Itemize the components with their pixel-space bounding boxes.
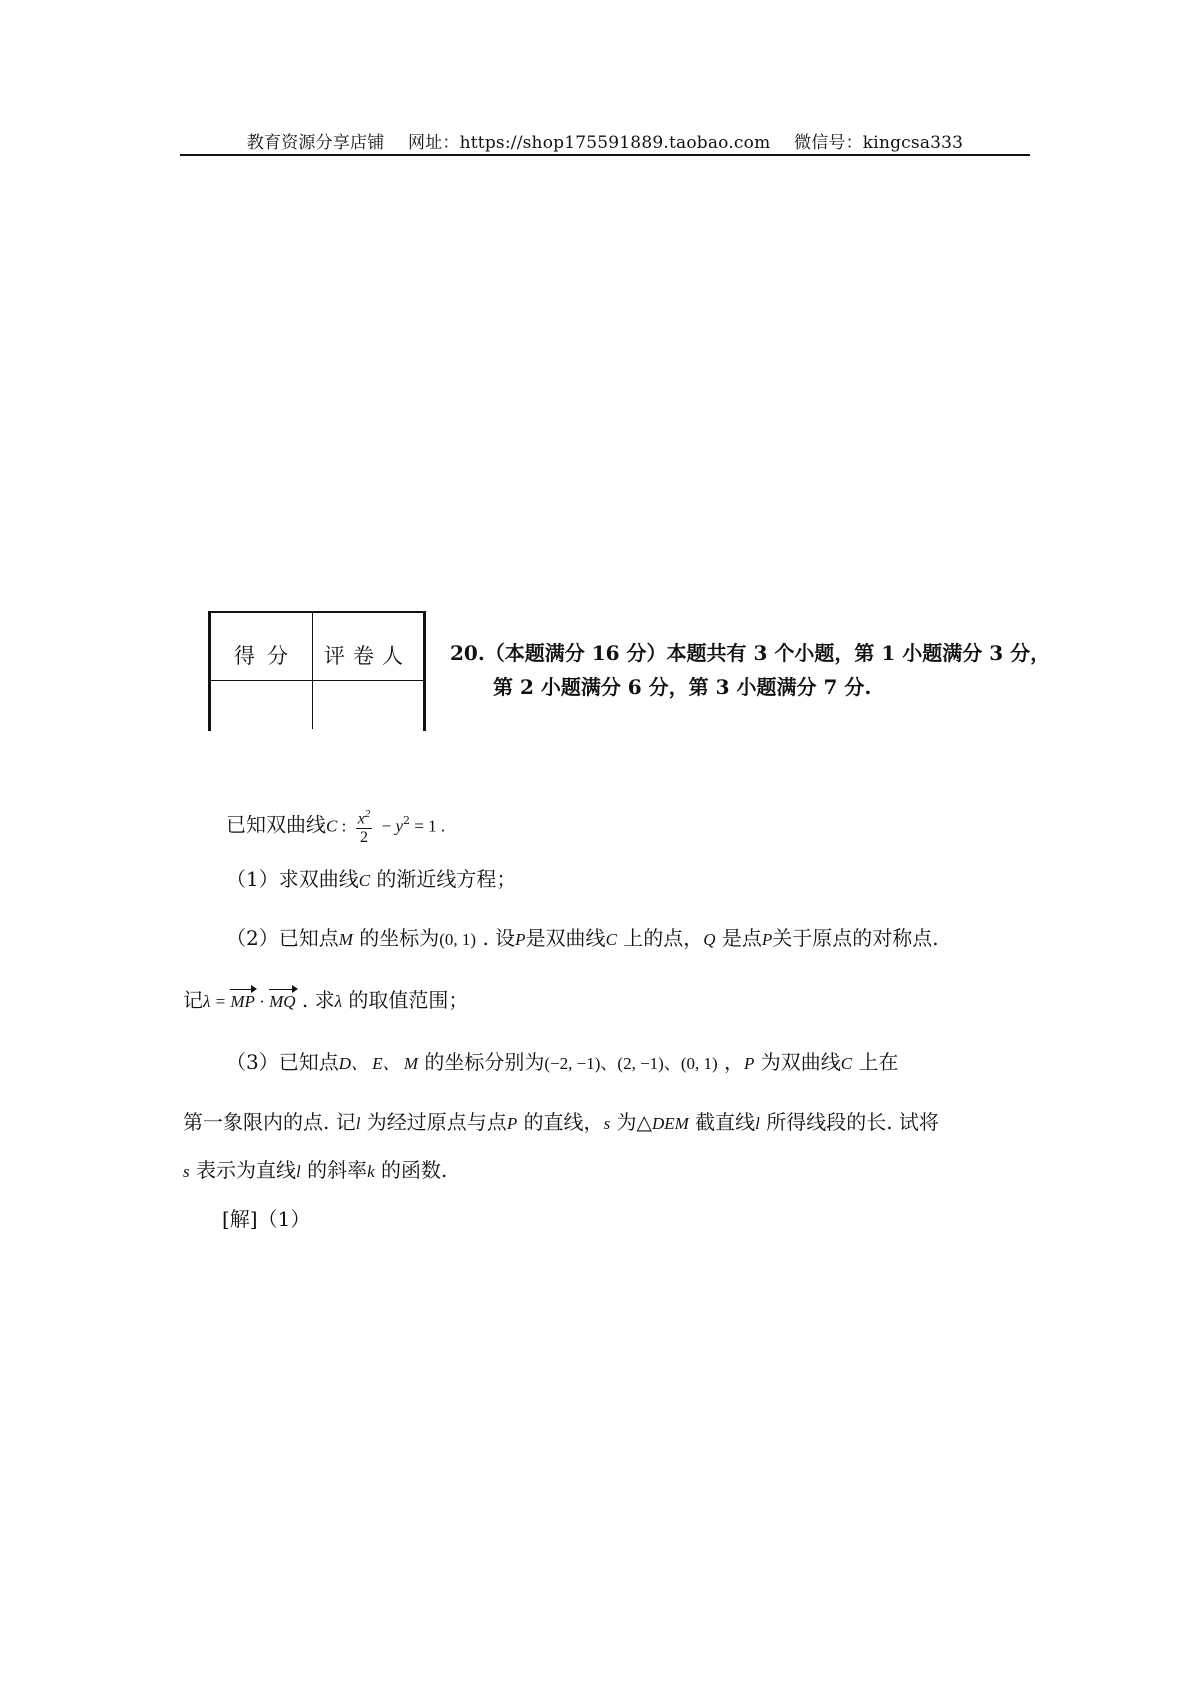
segment-s: s — [603, 1114, 611, 1133]
part-2-text-d: 是双曲线 — [525, 926, 606, 950]
line-l: l — [355, 1114, 361, 1133]
part-2-text-g: 关于原点的对称点. — [772, 926, 939, 950]
solution-label: [解]（1） — [222, 1207, 311, 1231]
vector-MQ: MQ — [269, 992, 296, 1011]
part-2-text-a: （2）已知点 — [226, 926, 339, 950]
score-table — [208, 611, 422, 729]
part-2-text-b: 的坐标为 — [352, 926, 440, 950]
vector-MP: MP — [230, 992, 255, 1011]
header-divider — [180, 154, 1030, 156]
fraction-x2-over-2 — [356, 805, 373, 847]
score-header: 得分 — [234, 644, 300, 668]
part-3-text-e: 上在 — [852, 1050, 899, 1074]
lambda-symbol: λ — [334, 992, 342, 1011]
part-2-text-e: 上的点， — [616, 926, 704, 950]
point-P-ref: P — [761, 930, 773, 949]
grader-header: 评卷人 — [324, 644, 411, 668]
part-3-line-2-text-e: 截直线 — [688, 1110, 756, 1134]
shop-url: 网址：https://shop175591889.taobao.com — [408, 133, 771, 153]
part-3-line-2-text-c: 的直线， — [517, 1110, 604, 1134]
part-2-line-1 — [226, 922, 939, 951]
part-3-line-2-text-a: 第一象限内的点. 记 — [183, 1110, 356, 1134]
part-3-line-2-text-d: 为△ — [610, 1110, 652, 1134]
part-3-text-c: ， — [717, 1050, 745, 1074]
question-intro — [226, 805, 445, 847]
part-3-line-3-text-b: 的斜率 — [300, 1158, 368, 1182]
part-3-text-a: （3）已知点 — [226, 1050, 339, 1074]
part-3-line-3-text-c: 的函数. — [374, 1158, 448, 1182]
question-title-line-1: 20.（本题满分 16 分）本题共有 3 个小题，第 1 小题满分 3 分， — [450, 641, 1051, 665]
points-DEM: D、 E、 M — [338, 1054, 419, 1073]
point-M: M — [338, 930, 353, 949]
part-3-curve: C — [840, 1054, 853, 1073]
variable-y: y — [395, 816, 404, 836]
wechat-id: 微信号：kingcsa333 — [794, 133, 964, 153]
line-l-ref-2: l — [295, 1162, 301, 1181]
part-3-line-2 — [183, 1106, 939, 1135]
line-l-ref: l — [755, 1114, 760, 1133]
intro-colon: : — [337, 816, 347, 836]
curve-C: C — [326, 816, 338, 836]
part-1-text: （1）求双曲线 — [226, 867, 359, 891]
part-3-line-2-text-b: 为经过原点与点 — [360, 1110, 507, 1134]
score-table-row-divider — [208, 680, 423, 681]
part-3-text-b: 的坐标分别为 — [418, 1050, 545, 1074]
dot-product: · — [254, 992, 270, 1011]
slope-k: k — [367, 1162, 375, 1181]
intro-text: 已知双曲线 — [226, 812, 326, 837]
fraction-denominator: 2 — [359, 829, 368, 847]
part-3-line-2-text-f: 所得线段的长. 试将 — [759, 1110, 939, 1134]
minus-sign: − — [381, 816, 396, 836]
part-2-line-2-text-c: 的取值范围； — [341, 988, 469, 1012]
segment-s-ref: s — [183, 1162, 190, 1181]
fraction-numerator: x — [357, 810, 365, 828]
part-3-line-1 — [226, 1046, 898, 1075]
triangle-DEM: DEM — [651, 1114, 689, 1133]
point-M-coordinate: (0, 1) — [439, 930, 477, 949]
shop-name: 教育资源分享店铺 — [246, 133, 385, 153]
points-coordinates: (−2, −1)、(2, −1)、(0, 1) — [544, 1054, 718, 1073]
part-3-point-P-ref: P — [506, 1114, 518, 1133]
point-P: P — [515, 930, 526, 949]
part-3-text-d: 为双曲线 — [754, 1050, 841, 1074]
part-1-suffix: 的渐近线方程； — [370, 867, 517, 891]
score-table-column-divider — [312, 611, 313, 729]
equals-one: = 1 . — [410, 816, 446, 836]
part-1-curve: C — [358, 871, 371, 890]
fraction-numerator-exponent: 2 — [364, 808, 371, 820]
part-2-line-2-text-b: . 求 — [295, 988, 335, 1012]
part-2-curve: C — [605, 930, 617, 949]
part-3-line-3-text-a: 表示为直线 — [189, 1158, 296, 1182]
part-3-point-P: P — [744, 1054, 755, 1073]
part-2-text-c: . 设 — [476, 926, 516, 950]
score-table-frame — [208, 611, 426, 731]
part-2-line-2-text-a: 记 — [183, 988, 203, 1012]
lambda-definition: λ = — [203, 992, 231, 1011]
part-3-line-3 — [183, 1154, 447, 1183]
part-2-text-f: 是点 — [715, 926, 762, 950]
part-1 — [226, 863, 516, 892]
page-header — [180, 128, 1030, 153]
question-title-line-2: 第 2 小题满分 6 分，第 3 小题满分 7 分. — [493, 675, 872, 699]
question-title — [450, 636, 1050, 704]
y-exponent: 2 — [403, 814, 411, 828]
part-2-line-2 — [183, 984, 468, 1013]
point-Q: Q — [703, 930, 716, 949]
